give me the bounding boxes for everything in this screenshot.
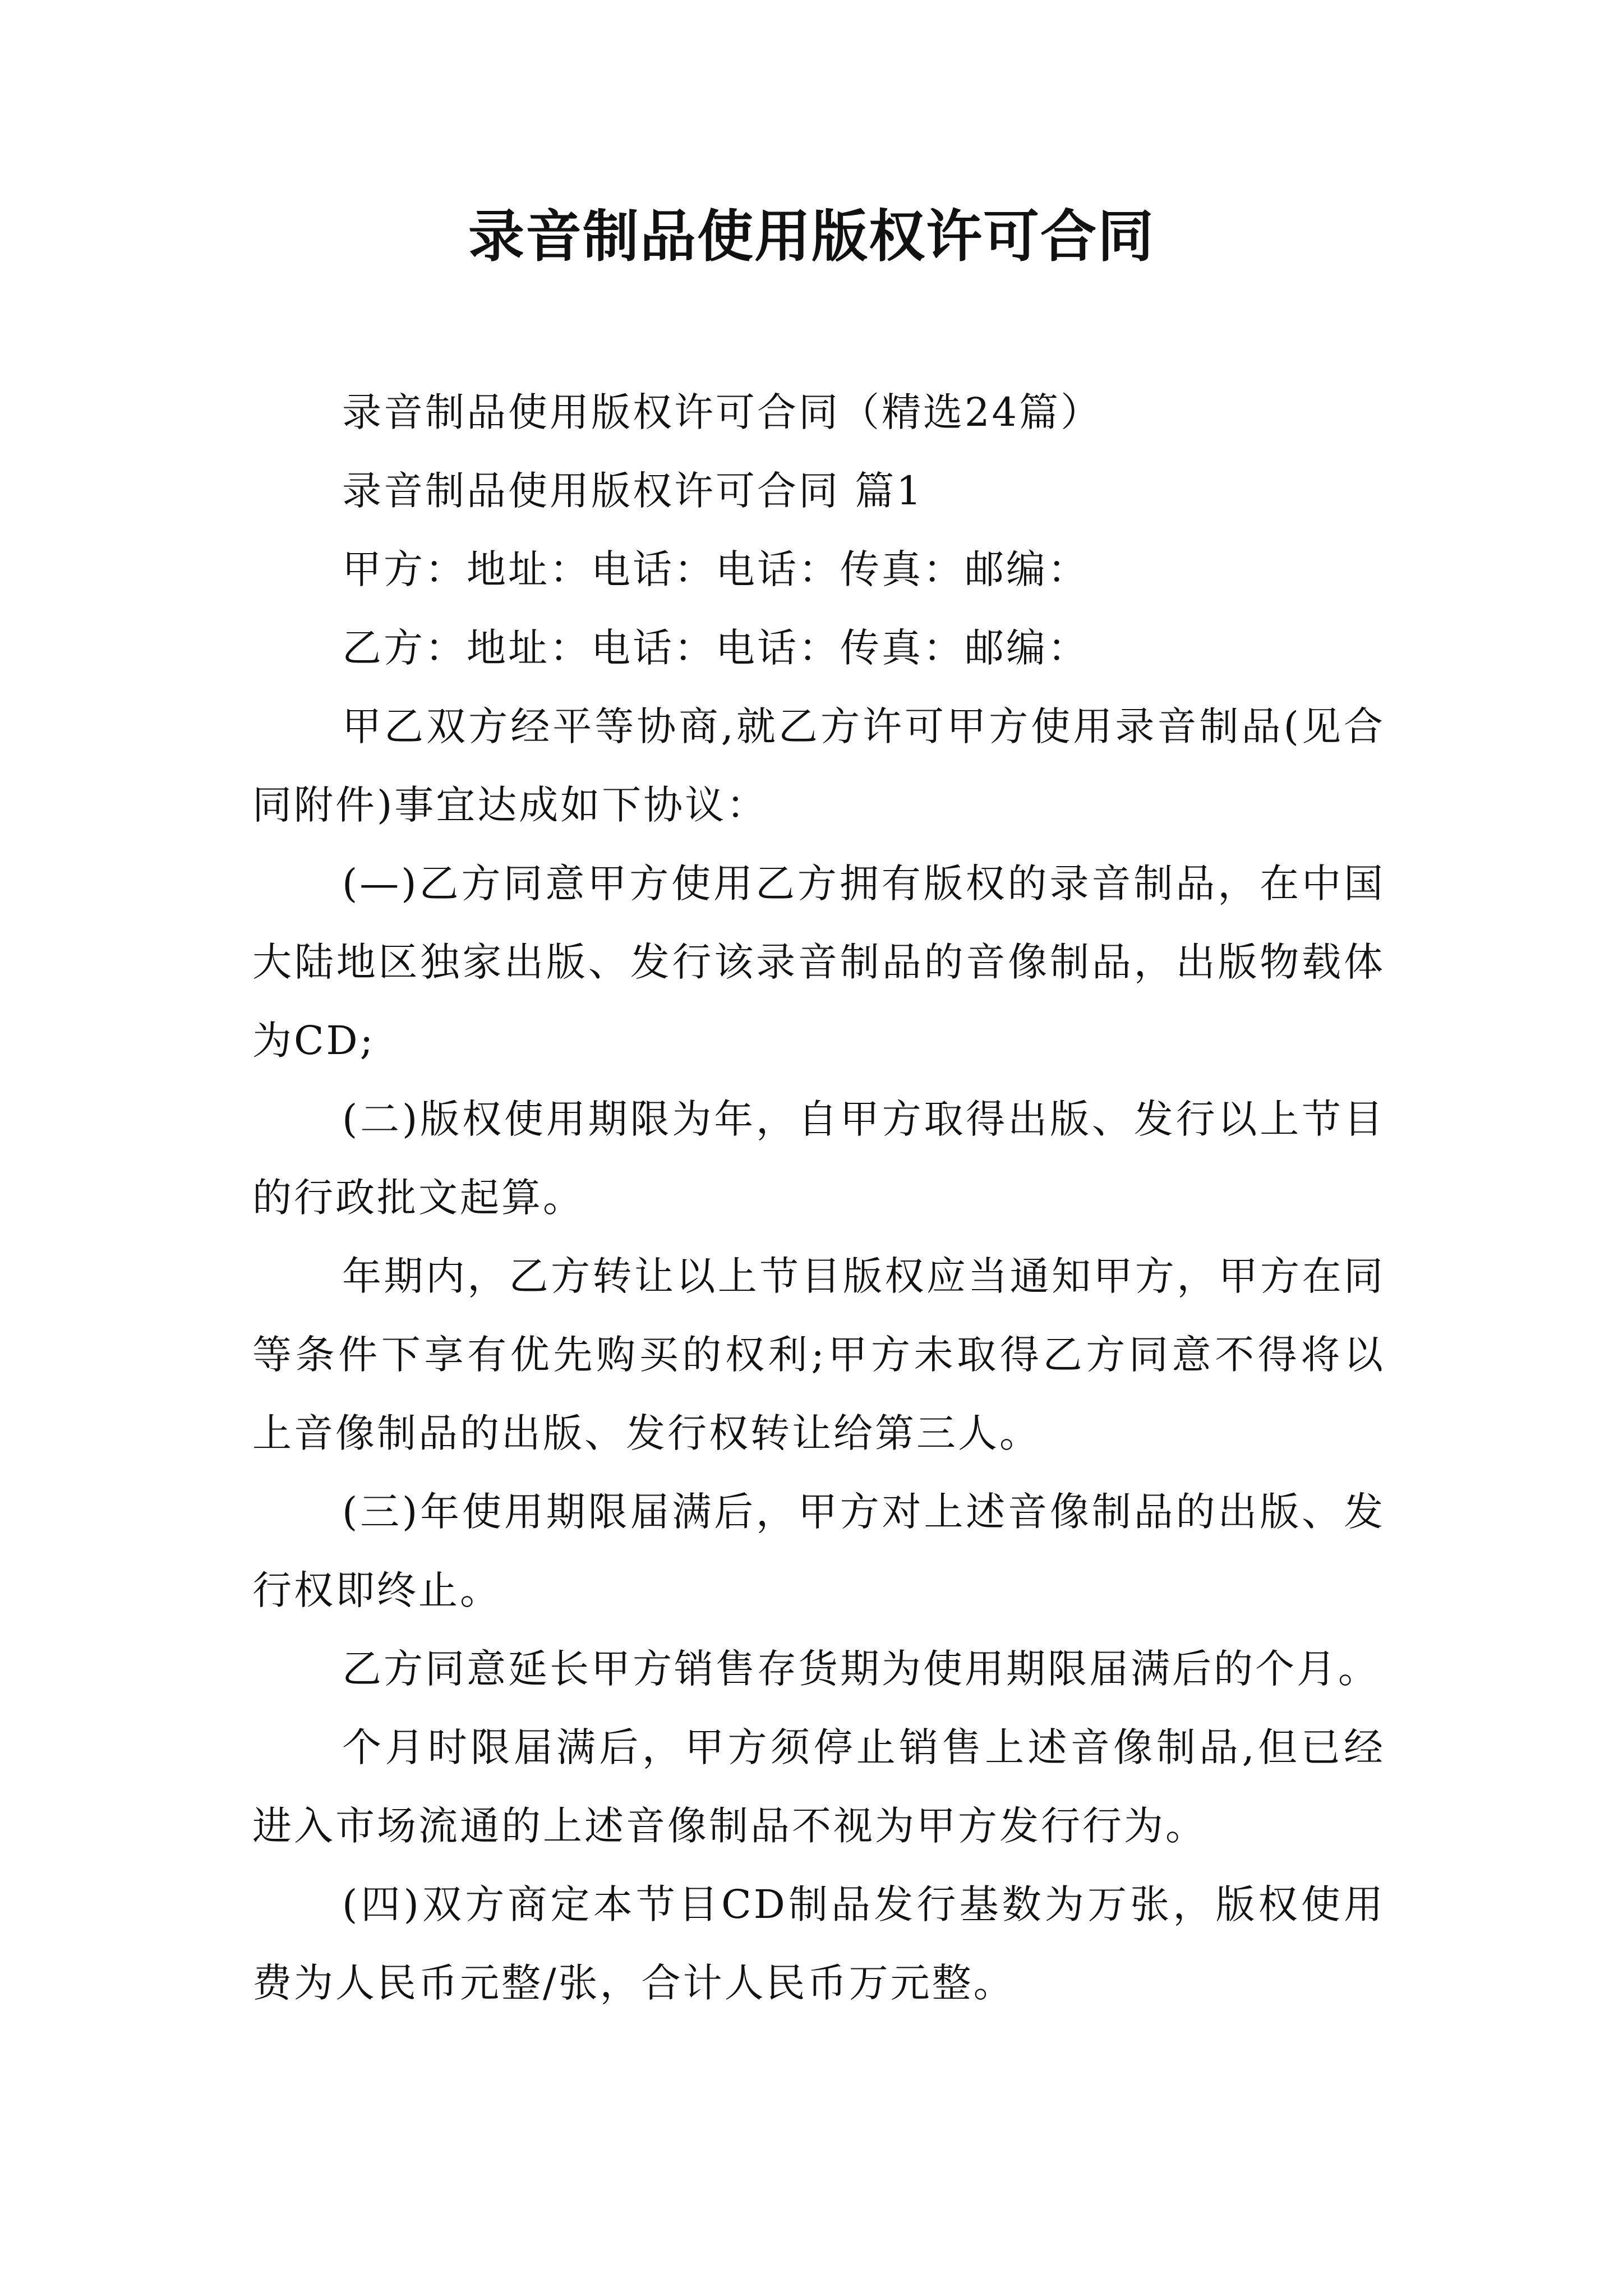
paragraph-clause-2-detail: 年期内，乙方转让以上节目版权应当通知甲方，甲方在同等条件下享有优先购买的权利;甲方未取得乙方同意不得将以上音像制品的出版、发行权转让给第三人。	[252, 1253, 1385, 1456]
document-title: 录音制品使用版权许可合同	[468, 204, 1155, 269]
paragraph-preamble: 甲乙双方经平等协商,就乙方许可甲方使用录音制品(见合同附件)事宜达成如下协议：	[252, 703, 1385, 828]
paragraph-article-heading: 录音制品使用版权许可合同 篇1	[342, 468, 924, 514]
paragraph-collection-title: 录音制品使用版权许可合同（精选24篇）	[342, 389, 1103, 435]
document-body	[252, 373, 1385, 2022]
paragraph-clause-1: (—)乙方同意甲方使用乙方拥有版权的录音制品，在中国大陆地区独家出版、发行该录音制品的音像制品，出版物载体为CD;	[252, 861, 1385, 1064]
paragraph-party-b: 乙方：地址：电话：电话：传真：邮编：	[342, 625, 1089, 671]
paragraph-clause-2: (二)版权使用期限为年，自甲方取得出版、发行以上节目的行政批文起算。	[252, 1096, 1385, 1221]
paragraph-party-a: 甲方：地址：电话：电话：传真：邮编：	[342, 546, 1089, 592]
paragraph-clause-3: (三)年使用期限届满后，甲方对上述音像制品的出版、发行权即终止。	[252, 1489, 1385, 1613]
paragraph-clause-3-extension: 乙方同意延长甲方销售存货期为使用期限届满后的个月。	[342, 1646, 1380, 1692]
paragraph-clause-3-expiry: 个月时限届满后，甲方须停止销售上述音像制品,但已经进入市场流通的上述音像制品不视为甲方发行行为。	[252, 1724, 1385, 1849]
paragraph-clause-4: (四)双方商定本节目CD制品发行基数为万张，版权使用费为人民币元整/张，合计人民币万元整。	[252, 1881, 1385, 2006]
